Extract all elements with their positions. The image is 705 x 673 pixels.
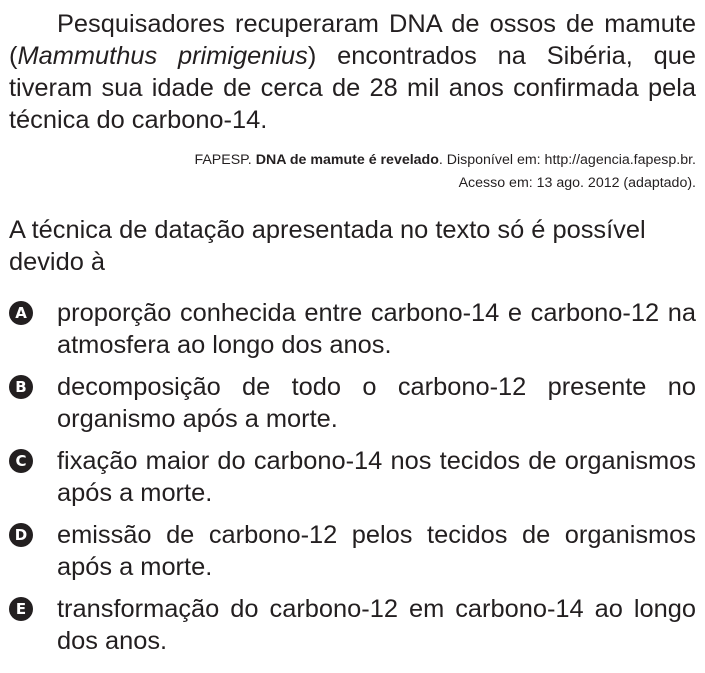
source-author: FAPESP. [194,152,252,168]
option-a-letter-badge: A [9,301,33,325]
source-title: DNA de mamute é revelado [255,152,439,168]
option-b-text: decomposição de todo o carbono-12 presente no organismo após a morte. [57,373,696,433]
option-a-text: proporção conhecida entre carbono-14 e carbono-12 na atmosfera ao longo dos anos. [57,299,696,359]
option-e[interactable] [9,593,696,657]
option-d[interactable] [9,519,696,583]
option-c-text: fixação maior do carbono-14 nos tecidos de organismos após a morte. [57,447,696,507]
source-line-1 [9,149,696,172]
source-citation [9,149,696,195]
option-d-text: emissão de carbono-12 pelos tecidos de organismos após a morte. [57,521,696,581]
option-e-text: transformação do carbono-12 em carbono-14 ao longo dos anos. [57,595,696,655]
option-c[interactable] [9,445,696,509]
answer-options [9,297,696,657]
option-b-letter-badge: B [9,375,33,399]
option-c-letter-badge: C [9,449,33,473]
option-a[interactable] [9,297,696,361]
option-e-letter-badge: E [9,597,33,621]
option-b[interactable] [9,371,696,435]
passage-text [9,8,696,136]
source-rest: . Disponível em: http://agencia.fapesp.br. [438,152,696,168]
passage-text-after: ) encontrados na Sibéria, que tiveram sua idade de cerca de 28 mil anos confirmada pela técnica do carbono-14. [9,42,696,134]
passage-text-before: Pesquisadores recuperaram DNA de ossos de mamute ( [9,10,696,70]
option-d-letter-badge: D [9,523,33,547]
source-access-date: Acesso em: 13 ago. 2012 (adaptado). [458,175,696,191]
question-stem: A técnica de datação apresentada no texto só é possível devido à [9,216,646,276]
species-name: Mammuthus primigenius [17,42,308,70]
